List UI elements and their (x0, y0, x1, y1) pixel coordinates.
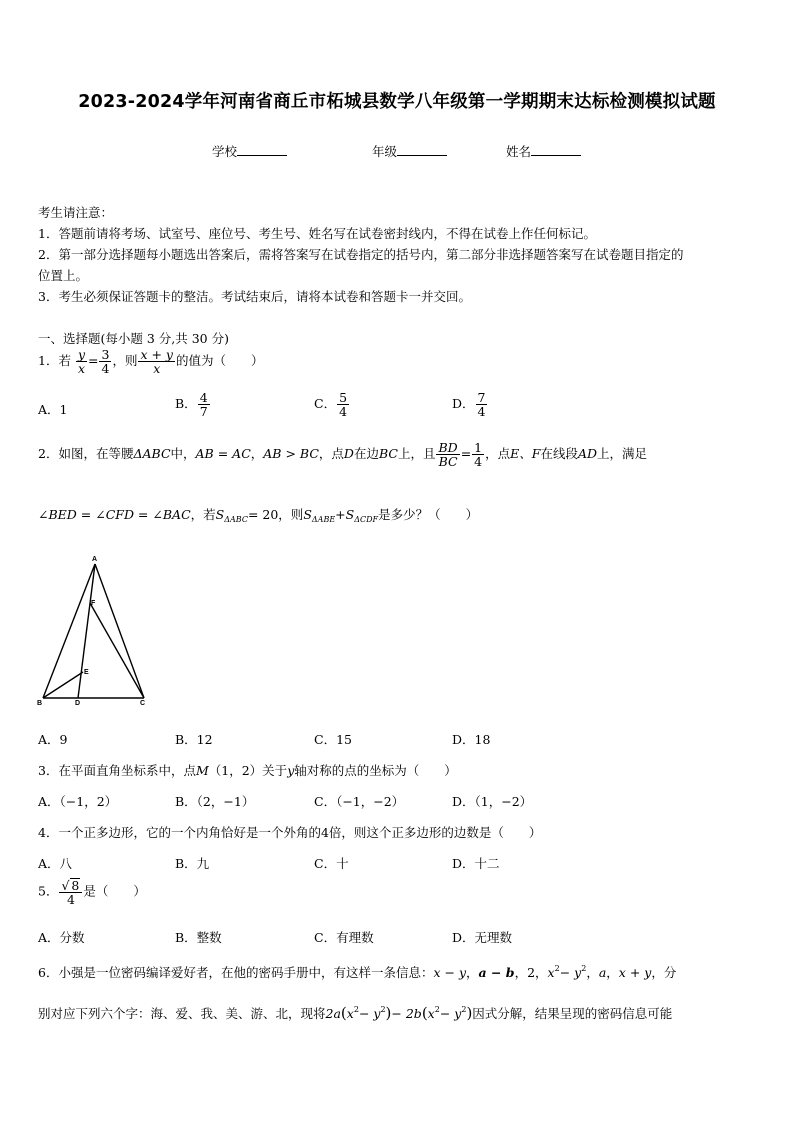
q1-number: 1．若 (38, 353, 71, 369)
q5-fraction-sqrt8-4: $\frac{√ 8}{4}$ (59, 878, 82, 906)
q1-option-d[interactable]: D． $\frac{7}{4}$ (452, 390, 486, 420)
label-d: D (75, 700, 81, 707)
q1-option-b[interactable]: B． $\frac{4}{7}$ (175, 390, 208, 420)
grade-label: 年级 (372, 144, 398, 159)
line-cf (90, 603, 144, 698)
notice-item-2-cont: 位置上。 (38, 268, 89, 283)
question-2-line-2: ∠BED = ∠CFD = ∠BAC，若$S_{\Delta ABC}= 20$，则$S_{\Delta ABE}+S_{\Delta CDF}$是多少？（ ） (38, 507, 479, 524)
question-5: 5． $\frac{√ 8}{4}$ 是（ ） (38, 878, 146, 908)
name-field[interactable] (506, 142, 581, 160)
q2-ratio-fraction: $\frac{BD}{BC}$ (438, 440, 458, 470)
q2-option-b[interactable]: B．12 (175, 732, 213, 747)
q1-fraction-3-4: $\frac{3}{4}$ (101, 347, 110, 377)
question-1: 1．若 $\frac{y}{x}$ = $\frac{3}{4}$ ，则 $\frac{x + y}{x}$ 的值为（ ） (38, 347, 264, 377)
notice-item-1: 1．答题前请将考场、试室号、座位号、考生号、姓名写在试卷密封线内，不得在试卷上作任何标记。 (38, 226, 596, 241)
q5-option-d[interactable]: D．无理数 (452, 930, 513, 945)
question-6-line-1: 6．小强是一位密码编译爱好者，在他的密码手册中，有这样一条信息：x − y，a − b，2，$x^2- y^2$，a，x + y，分 (38, 964, 677, 980)
question-4: 4．一个正多边形，它的一个内角恰好是一个外角的4倍，则这个正多边形的边数是（ ） (38, 825, 542, 840)
grade-field[interactable] (372, 142, 447, 160)
label-c: C (140, 700, 146, 707)
q2-option-d[interactable]: D．18 (452, 732, 491, 747)
q4-option-c[interactable]: C．十 (314, 856, 349, 871)
q3-option-a[interactable]: A．（−1，2） (38, 794, 118, 809)
q3-option-d[interactable]: D．（1，−2） (452, 794, 533, 809)
q2-option-a[interactable]: A．9 (38, 732, 68, 747)
name-label: 姓名 (506, 144, 532, 159)
line-be (43, 672, 83, 698)
q1-fraction-y-over-x: $\frac{y}{x}$ (77, 347, 85, 377)
q1-option-a[interactable]: A．1 (38, 402, 68, 417)
question-2-line-1: 2．如图，在等腰ΔABC中，AB = AC，AB > BC，点D在边BC上，且 $\frac{BD}{BC}$ = $\frac{1}{4}$ ，点E、F在线段AD上，满足 (38, 440, 648, 470)
q1-option-c[interactable]: C． $\frac{5}{4}$ (314, 390, 348, 420)
grade-blank[interactable] (397, 143, 447, 156)
name-blank[interactable] (531, 143, 581, 156)
q4-option-b[interactable]: B．九 (175, 856, 210, 871)
q2-option-c[interactable]: C．15 (314, 732, 352, 747)
q3-option-b[interactable]: B．（2，−1） (175, 794, 255, 809)
page-title: 2023-2024学年河南省商丘市柘城县数学八年级第一学期期末达标检测模拟试题 (78, 92, 716, 112)
notice-item-2: 2．第一部分选择题每小题选出答案后，需将答案写在试卷指定的括号内，第二部分非选择题答案写在试卷题目指定的 (38, 247, 684, 262)
notice-heading: 考生请注意： (38, 205, 114, 220)
q1-fraction-xy-over-x: $\frac{x + y}{x}$ (140, 347, 173, 377)
q5-option-b[interactable]: B．整数 (175, 930, 222, 945)
label-e: E (84, 669, 89, 676)
q4-option-d[interactable]: D．十二 (452, 856, 500, 871)
line-ac (95, 564, 144, 698)
q4-option-a[interactable]: A．八 (38, 856, 73, 871)
section-heading: 一、选择题(每小题 3 分,共 30 分) (38, 331, 229, 346)
label-b: B (37, 700, 43, 707)
question-3: 3．在平面直角坐标系中，点M（1，2）关于y轴对称的点的坐标为（ ） (38, 763, 457, 778)
label-a: A (92, 556, 98, 563)
q5-option-c[interactable]: C．有理数 (314, 930, 374, 945)
school-field[interactable] (212, 142, 287, 160)
label-f: F (91, 600, 96, 607)
school-blank[interactable] (237, 143, 287, 156)
triangle-figure (36, 553, 156, 713)
school-label: 学校 (212, 144, 238, 159)
question-6-line-2: 别对应下列六个字：海、爱、我、美、游、北，现将$2a(x^2- y^2)- 2b(x^2- y^2)$因式分解，结果呈现的密码信息可能 (38, 1004, 673, 1022)
notice-item-3: 3．考生必须保证答题卡的整洁。考试结束后，请将本试卷和答题卡一并交回。 (38, 289, 471, 304)
q5-option-a[interactable]: A．分数 (38, 930, 85, 945)
q3-option-c[interactable]: C．（−1，−2） (314, 794, 405, 809)
